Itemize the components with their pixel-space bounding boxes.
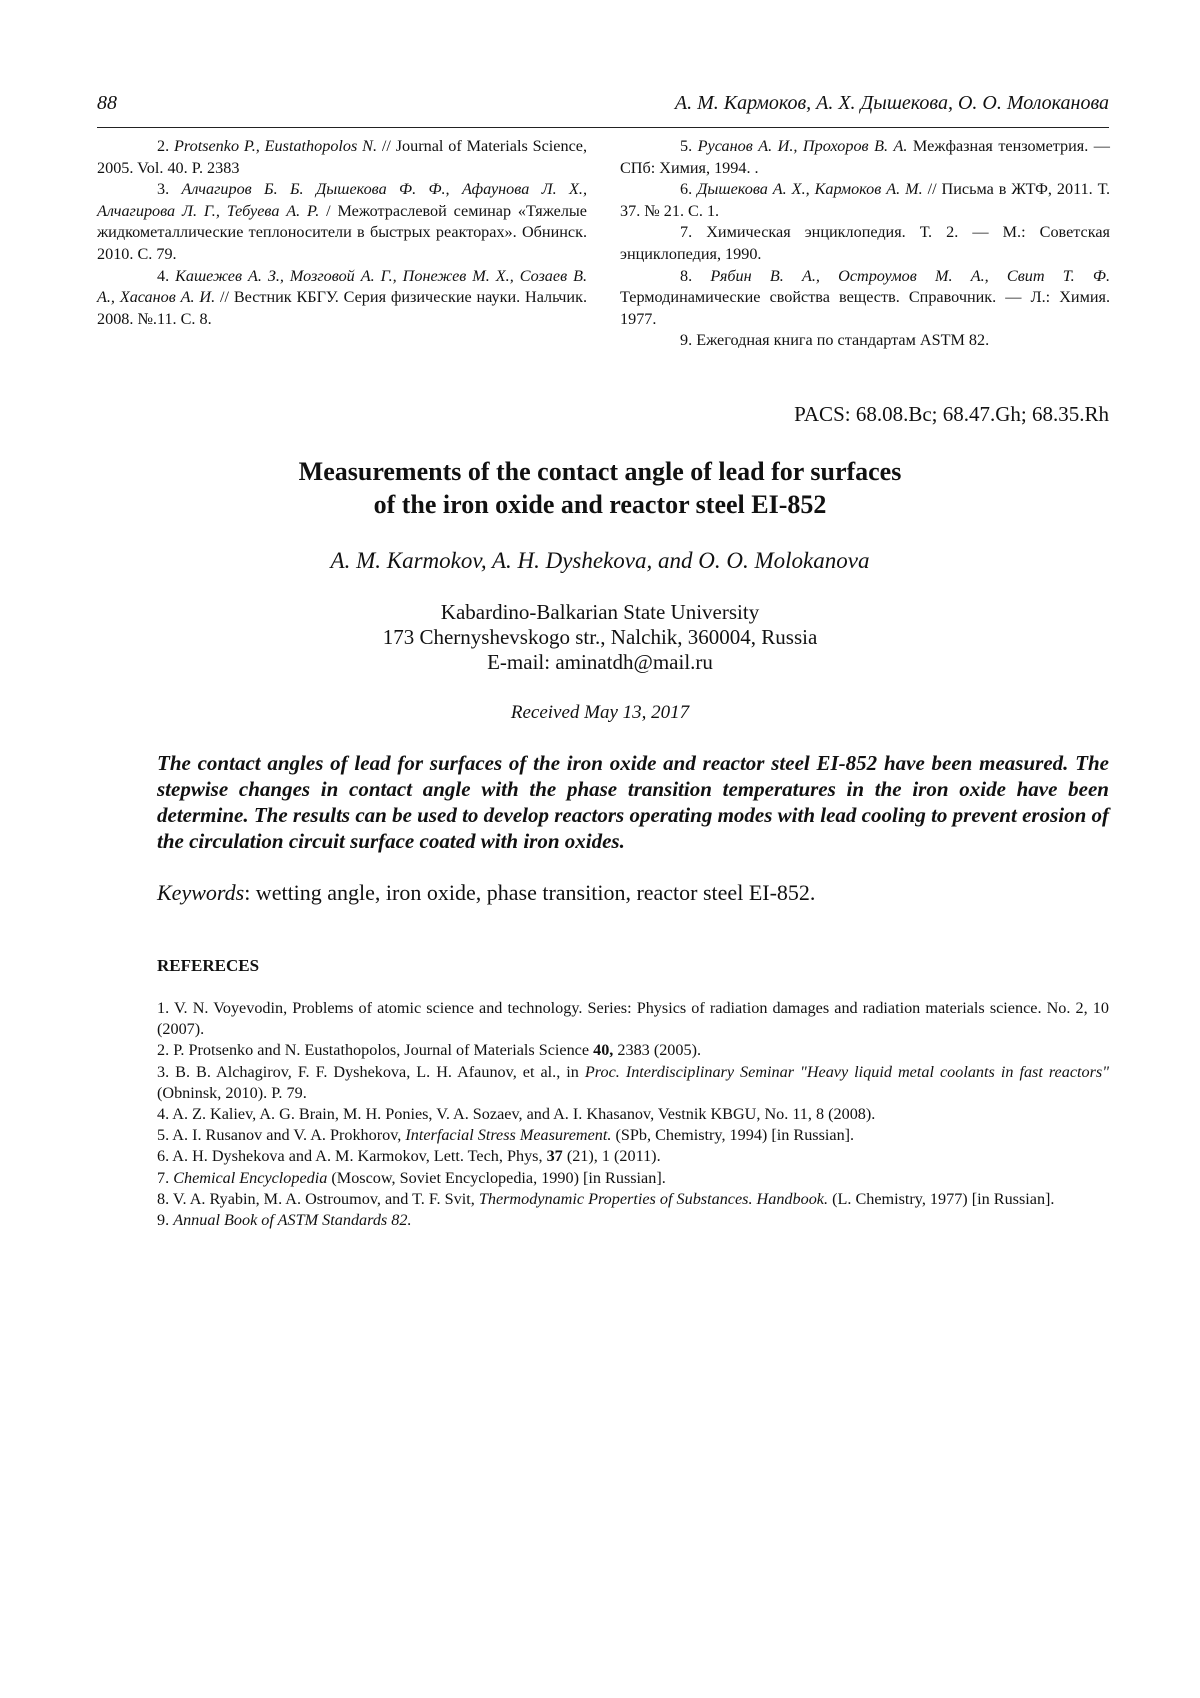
ru-ref-num: 8. (680, 266, 693, 285)
header-rule (97, 127, 1109, 128)
reference-2 (157, 1040, 1109, 1061)
reference-6 (157, 1146, 1109, 1167)
reference-5 (157, 1125, 1109, 1146)
running-authors: А. М. Кармоков, А. Х. Дышекова, О. О. Молоканова (674, 92, 1109, 114)
ref-text: 9. (157, 1211, 174, 1230)
ru-ref-num: 2. (157, 137, 170, 155)
received-date: Received May 13, 2017 (510, 702, 690, 723)
ru-ref-text: Межфазная тензометрия. — СПб: Химия, 1994. . (620, 137, 1110, 177)
ru-ref-5 (620, 136, 1110, 179)
ru-ref-8 (620, 266, 1110, 331)
keywords-label: Keywords (157, 880, 245, 905)
left-column-references (97, 136, 587, 330)
ref-source: Annual Book of ASTM Standards 82. (173, 1211, 412, 1230)
reference-7 (157, 1168, 1109, 1189)
abstract: The contact angles of lead for surfaces of the iron oxide and reactor steel EI-852 have been measured. The stepwise changes in contact angle with the phase transition temperatures in the iron oxide have been determine. The results can be used to develop reactors operating modes with lead cooling to prevent erosion of the circulation circuit surface coated with iron oxides. (157, 751, 1109, 853)
ru-ref-7 (620, 222, 1110, 265)
ru-ref-4 (97, 266, 587, 331)
ru-ref-num: 9. (680, 331, 693, 350)
ru-ref-num: 5. (680, 137, 693, 155)
ru-ref-text: Ежегодная книга по стандартам ASTM 82. (696, 331, 990, 350)
title-line-2: of the iron oxide and reactor steel EI-852 (373, 490, 827, 519)
ru-ref-text: Химическая энциклопедия. Т. 2. — М.: Советская энциклопедия, 1990. (620, 223, 1110, 263)
reference-9 (157, 1210, 1109, 1231)
keywords (157, 880, 1109, 906)
reference-4: 4. A. Z. Kaliev, A. G. Brain, M. H. Ponies, V. A. Sozaev, and A. I. Khasanov, Vestnik KBGU, No. 11, 8 (2008). (157, 1105, 876, 1124)
affiliation-address: 173 Chernyshevskogo str., Nalchik, 360004, Russia (382, 625, 818, 649)
ref-text: (Moscow, Soviet Encyclopedia, 1990) [in Russian]. (327, 1168, 666, 1187)
ru-ref-authors: Дышекова А. Х., Кармоков А. М. (697, 180, 923, 199)
ref-text: 3. B. B. Alchagirov, F. F. Dyshekova, L. H. Afaunov, et al., in (157, 1062, 585, 1081)
ref-text: 6. A. H. Dyshekova and A. M. Karmokov, Lett. Tech, Phys, (157, 1147, 547, 1166)
affiliation (150, 600, 1050, 675)
ru-ref-text: Термодинамические свойства веществ. Справочник. — Л.: Химия. 1977. (620, 288, 1110, 328)
ref-text: (Obninsk, 2010). P. 79. (157, 1083, 307, 1102)
ru-ref-text: // Письма в ЖТФ, 2011. Т. 37. № 21. С. 1. (620, 180, 1110, 220)
ref-volume: 37 (546, 1147, 563, 1166)
ru-ref-3 (97, 179, 587, 265)
ru-ref-2 (97, 136, 587, 179)
ref-text: 7. (157, 1168, 174, 1187)
ref-source: Interfacial Stress Measurement. (405, 1126, 612, 1145)
ru-ref-text: // Journal of Materials Science, 2005. Vol. 40. P. 2383 (97, 137, 587, 177)
ref-source: Chemical Encyclopedia (173, 1168, 328, 1187)
ru-ref-6 (620, 179, 1110, 222)
reference-3 (157, 1062, 1109, 1104)
references-heading: REFERECES (157, 956, 260, 975)
ref-text: 2. P. Protsenko and N. Eustathopolos, Journal of Materials Science (157, 1041, 594, 1060)
references-list (157, 998, 1109, 1231)
ru-ref-num: 7. (680, 223, 693, 242)
author-byline: A. M. Karmokov, A. H. Dyshekova, and O. O. Molokanova (330, 548, 870, 573)
ref-source: Proc. Interdisciplinary Seminar "Heavy liquid metal coolants in fast reactors" (584, 1062, 1110, 1081)
ref-text: (21), 1 (2011). (562, 1147, 661, 1166)
article-title (150, 455, 1050, 521)
running-header (97, 92, 1109, 122)
ru-ref-num: 3. (157, 180, 170, 199)
affiliation-email: E-mail: aminatdh@mail.ru (487, 650, 713, 674)
ru-ref-text: // Вестник КБГУ. Серия физические науки. Нальчик. 2008. №.11. С. 8. (97, 288, 587, 328)
ref-volume: 40, (593, 1041, 614, 1060)
ru-ref-authors: Protsenko P., Eustathopolos N. (174, 137, 378, 155)
ref-text: 8. V. A. Ryabin, M. A. Ostroumov, and T. F. Svit, (157, 1189, 479, 1208)
page-number: 88 (97, 92, 117, 114)
ru-ref-num: 4. (157, 266, 170, 285)
ref-text: 2383 (2005). (613, 1041, 702, 1060)
affiliation-university: Kabardino-Balkarian State University (440, 600, 760, 624)
right-column-references (620, 136, 1110, 352)
ref-text: (L. Chemistry, 1977) [in Russian]. (828, 1189, 1055, 1208)
ru-ref-text: / Межотраслевой семинар «Тяжелые жидкометаллические теплоносители в быстрых реакторах». Обнинск. 2010. С. 79. (97, 201, 587, 263)
reference-8 (157, 1189, 1109, 1210)
ru-ref-authors: Алчагиров Б. Б. Дышекова Ф. Ф., Афаунова Л. Х., Алчагирова Л. Г., Тебуева А. Р. (97, 180, 588, 220)
title-line-1: Measurements of the contact angle of lead for surfaces (298, 457, 902, 486)
ru-ref-authors: Кашежев А. З., Мозговой А. Г., Понежев М. Х., Созаев В. А., Хасанов А. И. (97, 266, 587, 307)
ru-ref-authors: Русанов А. И., Прохоров В. А. (697, 137, 908, 155)
keywords-text: : wetting angle, iron oxide, phase transition, reactor steel EI-852. (244, 880, 816, 905)
ref-source: Thermodynamic Properties of Substances. Handbook. (478, 1189, 829, 1208)
ref-text: 5. A. I. Rusanov and V. A. Prokhorov, (157, 1126, 406, 1145)
pacs-codes: PACS: 68.08.Bc; 68.47.Gh; 68.35.Rh (794, 402, 1109, 426)
ref-text: (SPb, Chemistry, 1994) [in Russian]. (611, 1126, 855, 1145)
ru-ref-authors: Рябин В. А., Остроумов М. А., Свит Т. Ф. (710, 266, 1110, 285)
ru-ref-num: 6. (680, 180, 693, 199)
ru-ref-9 (620, 330, 1110, 352)
reference-1: 1. V. N. Voyevodin, Problems of atomic science and technology. Series: Physics of radiation damages and radiation materials science. No. 2, 10 (2007). (157, 999, 1109, 1039)
